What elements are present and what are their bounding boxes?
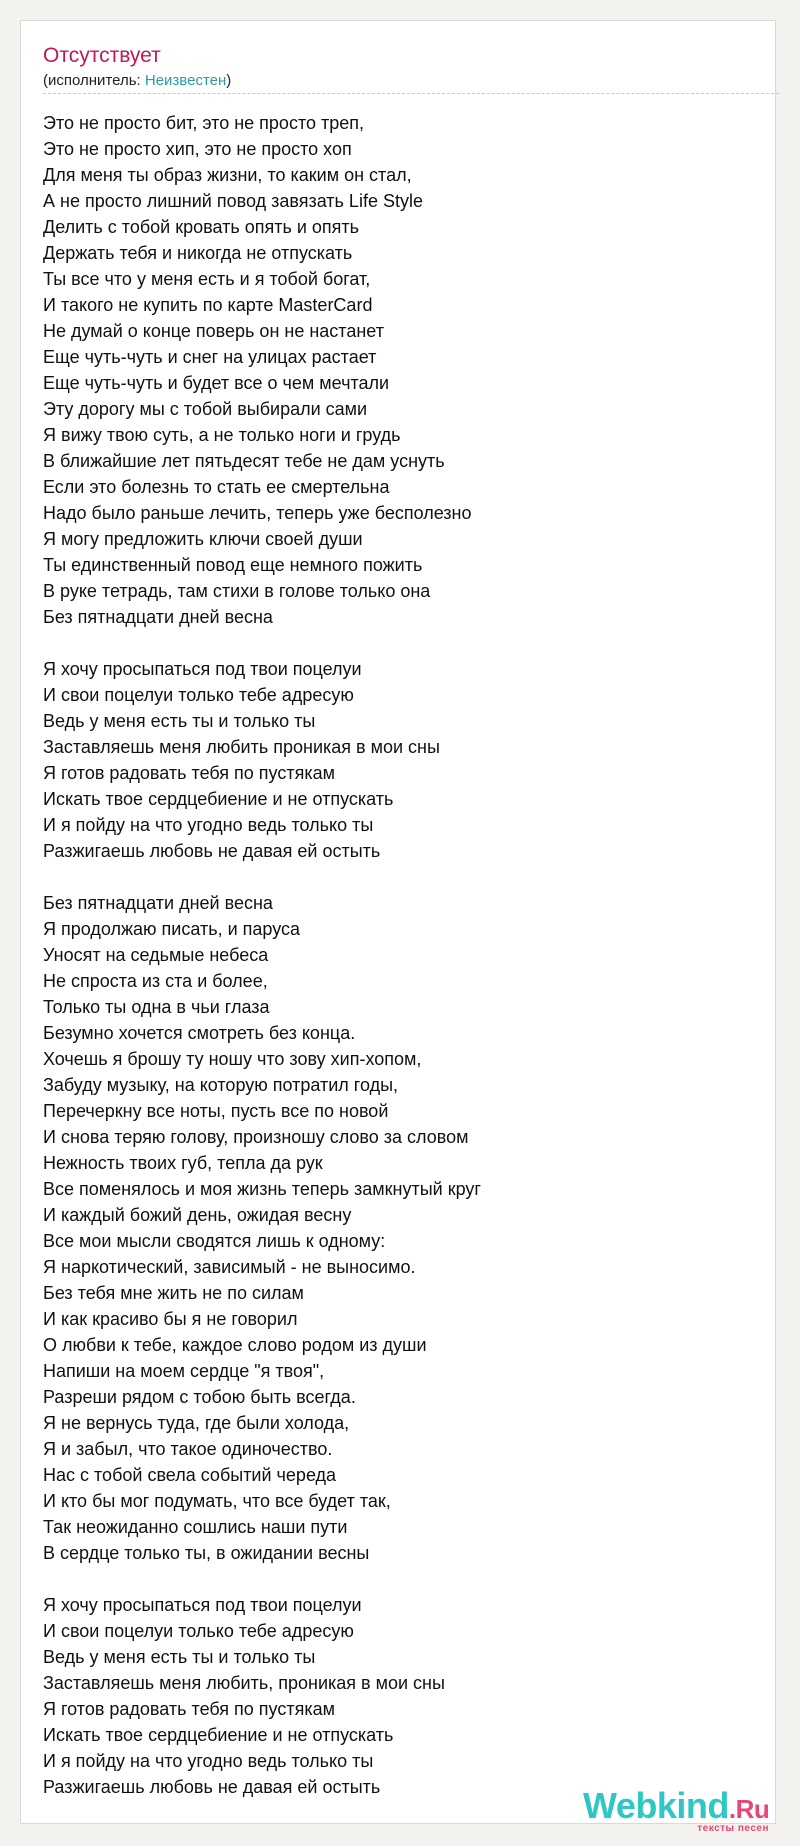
lyric-line: Искать твое сердцебиение и не отпускать [43,1725,394,1745]
lyric-line: Я хочу просыпаться под твои поцелуи [43,659,362,679]
lyric-line: Напиши на моем сердце "я твоя", [43,1361,325,1381]
lyric-line: Это не просто бит, это не просто треп, [43,113,365,133]
lyric-line: И такого не купить по карте MasterCard [43,295,373,315]
lyric-line: Я и забыл, что такое одиночество. [43,1439,333,1459]
song-subtitle [43,72,231,90]
lyric-line: Разжигаешь любовь не давая ей остыть [43,1777,381,1797]
lyric-line: А не просто лишний повод завязать Life Style [43,191,423,211]
lyric-line: Я продолжаю писать, и паруса [43,919,301,939]
lyric-line: Разжигаешь любовь не давая ей остыть [43,841,381,861]
lyrics-card [20,20,776,1824]
lyric-line: Я вижу твою суть, а не только ноги и грудь [43,425,401,445]
lyric-line: Я наркотический, зависимый - не выносимо. [43,1257,416,1277]
lyric-line: Для меня ты образ жизни, то каким он стал, [43,165,412,185]
lyric-line: Все поменялось и моя жизнь теперь замкнутый круг [43,1179,481,1199]
lyric-line: И каждый божий день, ожидая весну [43,1205,352,1225]
lyric-line: Только ты одна в чьи глаза [43,997,270,1017]
lyric-line: О любви к тебе, каждое слово родом из души [43,1335,427,1355]
lyric-line: И кто бы мог подумать, что все будет так, [43,1491,391,1511]
lyric-line: Так неожиданно сошлись наши пути [43,1517,348,1537]
lyric-line: Разреши рядом с тобою быть всегда. [43,1387,356,1407]
lyric-line: Уносят на седьмые небеса [43,945,269,965]
lyric-line: Безумно хочется смотреть без конца. [43,1023,356,1043]
lyric-line: Еще чуть-чуть и снег на улицах растает [43,347,377,367]
lyric-line: Заставляешь меня любить проникая в мои сны [43,737,440,757]
lyric-line: Я готов радовать тебя по пустякам [43,763,335,783]
lyric-line: Ты единственный повод еще немного пожить [43,555,423,575]
lyric-line: И свои поцелуи только тебе адресую [43,685,354,705]
subtitle-suffix: ) [226,72,232,89]
lyric-line: И снова теряю голову, произношу слово за словом [43,1127,469,1147]
lyric-line: Это не просто хип, это не просто хоп [43,139,352,159]
artist-link[interactable]: Неизвестен [144,72,227,89]
lyric-line: Нас с тобой свела событий череда [43,1465,337,1485]
lyric-line: Не думай о конце поверь он не настанет [43,321,384,341]
lyric-line: Не спроста из ста и более, [43,971,268,991]
lyric-line: Если это болезнь то стать ее смертельна [43,477,390,497]
lyric-line: Держать тебя и никогда не отпускать [43,243,353,263]
logo-tld: .Ru [728,1794,770,1824]
lyric-line: Эту дорогу мы с тобой выбирали сами [43,399,368,419]
lyric-line: В руке тетрадь, там стихи в голове только она [43,581,431,601]
lyric-line: Ведь у меня есть ты и только ты [43,711,316,731]
header-divider [43,93,779,94]
lyric-line: Без пятнадцати дней весна [43,607,273,627]
lyric-line: И свои поцелуи только тебе адресую [43,1621,354,1641]
lyric-line: Еще чуть-чуть и будет все о чем мечтали [43,373,390,393]
lyric-line: И я пойду на что угодно ведь только ты [43,1751,374,1771]
lyric-line: Перечеркну все ноты, пусть все по новой [43,1101,389,1121]
lyric-line: Делить с тобой кровать опять и опять [43,217,360,237]
stanza-gap [43,1566,763,1592]
logo-brand: Webkind [583,1785,729,1826]
lyric-line: Я могу предложить ключи своей души [43,529,363,549]
lyric-line: Искать твое сердцебиение и не отпускать [43,789,394,809]
lyrics-body [43,110,763,1800]
subtitle-prefix: (исполнитель: [43,72,145,89]
webkind-logo[interactable] [583,1786,773,1836]
stanza-gap [43,864,763,890]
lyric-line: В ближайшие лет пятьдесят тебе не дам уснуть [43,451,445,471]
lyric-line: Без тебя мне жить не по силам [43,1283,304,1303]
lyric-line: Нежность твоих губ, тепла да рук [43,1153,323,1173]
lyric-line: И я пойду на что угодно ведь только ты [43,815,374,835]
lyric-line: Забуду музыку, на которую потратил годы, [43,1075,399,1095]
lyric-line: Ты все что у меня есть и я тобой богат, [43,269,371,289]
stanza-gap [43,630,763,656]
song-title: Отсутствует [43,44,161,67]
lyric-line: Я готов радовать тебя по пустякам [43,1699,335,1719]
lyric-line: Все мои мысли сводятся лишь к одному: [43,1231,386,1251]
lyric-line: В сердце только ты, в ожидании весны [43,1543,370,1563]
lyric-line: Хочешь я брошу ту ношу что зову хип-хопом, [43,1049,422,1069]
lyric-line: Надо было раньше лечить, теперь уже бесполезно [43,503,472,523]
lyric-line: И как красиво бы я не говорил [43,1309,298,1329]
lyric-line: Ведь у меня есть ты и только ты [43,1647,316,1667]
lyric-line: Заставляешь меня любить, проникая в мои сны [43,1673,445,1693]
logo-tagline: тексты песен [697,1823,769,1834]
lyric-line: Я хочу просыпаться под твои поцелуи [43,1595,362,1615]
lyric-line: Я не вернусь туда, где были холода, [43,1413,350,1433]
lyric-line: Без пятнадцати дней весна [43,893,273,913]
